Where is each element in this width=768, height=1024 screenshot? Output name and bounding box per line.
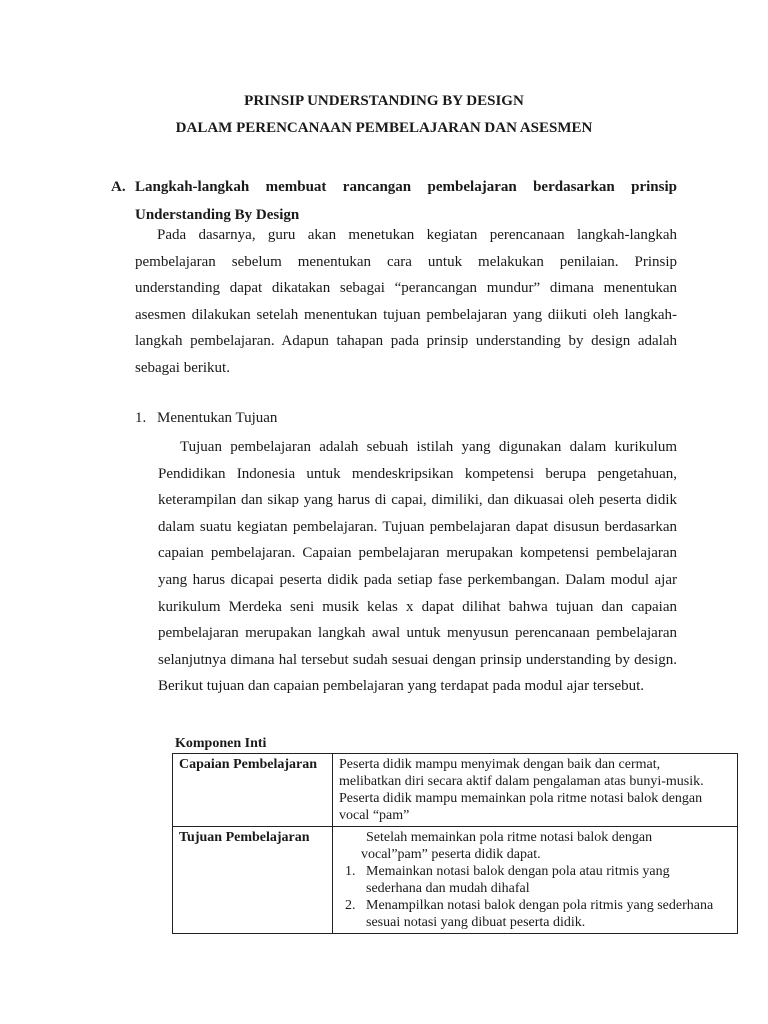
section-a-heading-line2: Understanding By Design — [135, 207, 300, 223]
cell-line: Setelah memainkan pola ritme notasi balok dengan — [366, 830, 653, 845]
list-item-number: 1. — [135, 410, 147, 426]
table-cell-tujuan — [333, 827, 738, 934]
document-title-line2: DALAM PERENCANAAN PEMBELAJARAN DAN ASESMEN — [175, 120, 593, 136]
table-caption: Komponen Inti — [175, 736, 267, 751]
table-header-cell: Tujuan Pembelajaran — [173, 827, 333, 934]
cell-line: melibatkan diri secara aktif dalam pengalaman atas bunyi-musik. — [339, 774, 704, 789]
paragraph-line: capaian pembelajaran. Capaian pembelajaran merupakan kompetensi pembelajaran — [158, 545, 677, 562]
paragraph-line: yang harus dicapai peserta didik pada setiap fase perkembangan. Dalam modul ajar — [158, 571, 677, 588]
paragraph-line: Tujuan pembelajaran adalah sebuah istilah yang digunakan dalam kurikulum — [180, 439, 677, 455]
cell-line: Peserta didik mampu memainkan pola ritme notasi balok dengan — [339, 791, 703, 806]
paragraph-line: Pada dasarnya, guru akan menetukan kegiatan perencanaan langkah-langkah — [157, 227, 677, 243]
tujuan-list — [339, 863, 731, 931]
cell-line: Memainkan notasi balok dengan pola atau ritmis yang — [366, 864, 670, 879]
cell-line: Menampilkan notasi balok dengan pola ritmis yang sederhana — [366, 898, 714, 913]
section-a-heading-line1: Langkah-langkah membuat rancangan pembelajaran berdasarkan prinsip — [135, 179, 677, 195]
list-item-title: Menentukan Tujuan — [157, 410, 278, 426]
paragraph-line: selanjutnya dimana hal tersebut sudah sesuai dengan prinsip understanding by design. — [158, 651, 677, 668]
list-item-1-heading — [135, 410, 277, 427]
cell-line: Peserta didik mampu menyimak dengan baik dan cermat, — [339, 757, 661, 772]
table-row — [173, 827, 738, 934]
section-a-heading — [111, 173, 677, 229]
table-cell-capaian — [333, 754, 738, 827]
table-row — [173, 754, 738, 827]
section-a-paragraph — [135, 222, 677, 382]
paragraph-line: asesmen dilakukan setelah menentukan tujuan pembelajaran yang diikuti oleh langkah- — [135, 306, 677, 323]
paragraph-line: understanding dapat dikatakan sebagai “perancangan mundur” dimana menentukan — [135, 280, 677, 297]
cell-line: vocal “pam” — [339, 808, 410, 823]
table-header-cell: Capaian Pembelajaran — [173, 754, 333, 827]
list-item-number: 1. — [345, 864, 356, 879]
list-item-number: 2. — [345, 898, 356, 913]
cell-line: vocal”pam” peserta didik dapat. — [361, 847, 541, 862]
paragraph-line: pembelajaran sebelum menentukan cara untuk melakukan penilaian. Prinsip — [135, 253, 677, 270]
cell-line: sederhana dan mudah dihafal — [366, 881, 530, 896]
document-title-line1: PRINSIP UNDERSTANDING BY DESIGN — [244, 93, 524, 109]
paragraph-line: kurikulum Merdeka seni musik kelas x dapat dilihat bahwa tujuan dan capaian — [158, 598, 677, 615]
list-item — [339, 863, 731, 897]
cell-line: sesuai notasi yang dibuat peserta didik. — [366, 915, 586, 930]
section-a-letter: A. — [111, 179, 126, 195]
paragraph-line: keterampilan dan sikap yang harus di capai, dimiliki, dan dikuasai oleh peserta didik — [158, 492, 677, 509]
list-item — [339, 897, 731, 931]
paragraph-line: sebagai berikut. — [135, 359, 230, 376]
paragraph-line: Pendidikan Indonesia untuk mendeskripsikan kompetensi berupa pengetahuan, — [158, 465, 677, 482]
item1-paragraph — [158, 434, 677, 700]
komponen-inti-table — [172, 753, 738, 934]
paragraph-line: pembelajaran merupakan langkah awal untuk menyusun perencanaan pembelajaran — [158, 625, 677, 642]
paragraph-line: langkah pembelajaran. Adapun tahapan pada prinsip understanding by design adalah — [135, 333, 677, 350]
paragraph-line: Berikut tujuan dan capaian pembelajaran yang terdapat pada modul ajar tersebut. — [158, 678, 645, 695]
paragraph-line: dalam suatu kegiatan pembelajaran. Tujuan pembelajaran dapat disusun berdasarkan — [158, 518, 677, 535]
